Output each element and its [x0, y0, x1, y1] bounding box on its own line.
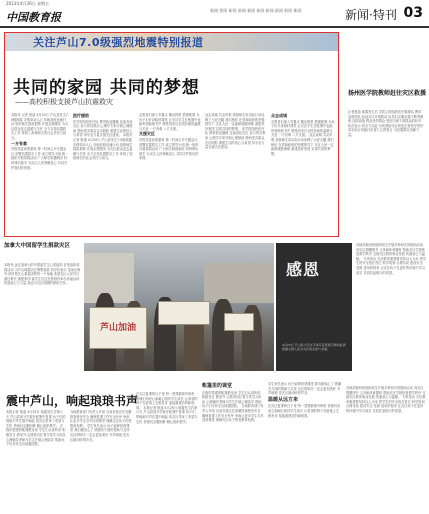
photo-person: [212, 299, 234, 371]
column-text: 专家指出 灾后教育重建要坚持以人为本 把学生的安全放在首位 科学规划 合理布局 建设安全 坚固 适用的校舍 让灾区孩子在更好的环境中学习成长 共同托起明天的希望。: [356, 256, 426, 275]
column-text: 志愿者们深入安置点 搬运物资 搭建帐篷 为孩子们开设临时课堂 让灾区学生在帐篷中也能听到琅琅书声 感受到来自全国各地的温暖与关爱 一方有难 八方支援。: [271, 119, 335, 138]
feature-column: [73, 113, 135, 233]
column-text: 志愿者们深入安置点 搬运物资 搭建帐篷 为孩子们开设临时课堂 让灾区学生在帐篷中也能听到琅琅书声 感受到来自全国各地的温暖与关爱 一方有难 八方支援。: [139, 113, 201, 131]
column-text: 在临时搭建的帐篷教室里 学生们认真听讲 积极发言 教室外 志愿者们忙着分发学习用品 心理辅导老师为学生开展心理疏导 帮助孩子们尽快走出地震阴影。: [6, 423, 66, 447]
column-subhead: 一方有难: [11, 140, 27, 146]
feature-column: [205, 113, 267, 233]
column-text: 众志成城 共克时艰 高校师生用实际行动诠释了大爱无疆 我们相信 在党和政府的坚强领导下 灾区人民一定能够战胜困难 重建美好家园 实现共同的梦想。: [271, 133, 334, 156]
column-text: 学校党委高度重视 第一时间召开专题会议 部署抗震救灾工作 成立领导小组 统一组织开展募捐活动 广大师生积极响应 纷纷伸出援手 为灾区人民奉献爱心 共同守护我们的家园。: [139, 137, 199, 161]
right-column-text: [356, 243, 426, 383]
issue-date: 2013年4月26日 星期五: [6, 1, 50, 6]
bottom-subhead: 温暖从远方来: [268, 396, 299, 403]
photo-sign: 芦山加油: [89, 307, 147, 349]
thanks-title: 感恩: [286, 260, 321, 279]
column-text: 各地高校纷纷组织师生开展多种形式的援助活动 向灾区捐赠图书 文具和体育器材 帮助灾区学校恢复教学秩序 支援灾区教育事业发展 传递爱心与温暖。: [346, 386, 426, 400]
column-subhead: 支援灾区: [139, 131, 155, 137]
section-title: 新闻·特刊: [345, 8, 397, 22]
masthead-blurbs: 新闻 要闻 新闻 新闻 新闻 新闻 新闻 新闻 新闻 新闻: [210, 8, 302, 13]
photo-building: [204, 263, 274, 303]
right-story-title: 扬州医学院教师赶往灾区救援: [348, 90, 427, 97]
column-text: 学生家长表示 孩子能够回到课堂 我们就放心了 感谢各方面的帮助与支持 灾区的明天一定会更加美好 书声琅琅 是灾区最动听的声音。: [70, 423, 130, 442]
right-story-text: 记者报道 地震发生后 学院立即组织医疗救援队 携带急救药品 赶赴灾区开展救治 队员们克服余震不断等困难 连续奋战 救治受伤群众 受到当地干部群众的好评 队员表示 将全力以赴 尽快帮助灾区恢复正常医疗秩序 用实际行动践行医者仁心的誓言 为抗震救灾贡献力量。: [348, 110, 424, 137]
photo-sign: [158, 301, 210, 325]
news-photo: [84, 243, 274, 371]
column-text: 本报记者 报道 4月25日 地震发生后第六天 芦山县部分学校在帐篷中复课 孩子们的琅琅书声在震中响起 给灾区带来了希望与生机 老师们克服困难 精心组织教学。: [6, 410, 66, 428]
page-number: 03: [403, 5, 423, 21]
column-text: 学生家长表示 孩子能够回到课堂 我们就放心了 感谢各方面的帮助与支持 灾区的明天一定会更加美好 书声琅琅 是灾区最动听的声音。: [268, 382, 342, 396]
column-text: 在灾区复课的日子里 每一堂课都格外珍贵 老师们用爱心和耐心陪伴学生成长 让希望的种子在废墟上生根发芽 迎接重建后的新校园。: [136, 392, 198, 410]
feature-headline: 共同的家园 共同的梦想: [13, 78, 200, 98]
column-text: 在灾区复课的日子里 每一堂课都格外珍贵 老师们用爱心和耐心陪伴学生成长 让希望的种子在废墟上生根发芽 迎接重建后的新校园。: [268, 404, 341, 418]
column-subhead: 众志成城: [271, 113, 287, 118]
bottom-column: [202, 382, 264, 510]
column-text: 本报讯 记者 报道 4月20日 芦山县发生7.0级地震 灾情牵动人心 各地高校迅速行动 组织师生捐款捐物 开展志愿服务 为灾区群众送去温暖与关怀 全力支持抗震救灾工作 体现了高校师生的社会责任与担当。: [73, 133, 133, 161]
column-text: 医学院组织医疗队 携带药品器械 连夜奔赴灾区 参与伤员救治 心理学专家开展心理援助 帮助受灾群众走出阴影 重建生活的信心与希望 用专业力量支援灾区建设。: [73, 119, 133, 138]
bottom-column: [70, 410, 132, 510]
photo-sign: [224, 313, 254, 331]
feature-column: [139, 113, 201, 233]
bottom-column: [6, 410, 66, 510]
mid-left-story: [4, 243, 82, 363]
column-text: 当地教育部门负责人介绍 目前各校正在加紧排查校舍安全 确保复课工作安全有序 争取让更多学生尽早回到课堂 保障灾区孩子的受教育权利。: [70, 410, 132, 428]
feature-story: [4, 32, 339, 237]
photo-caption: 4月23日 芦山县小学生手举写有感恩字样的标语 感谢全国人民对灾区的关爱与支援。: [282, 343, 346, 351]
column-text: 当地教育部门负责人介绍 目前各校正在加紧排查校舍安全 确保复课工作安全有序 争取让更多学生尽早回到课堂 保障灾区孩子的受教育权利。: [202, 404, 264, 423]
bottom-column: [136, 392, 198, 510]
feature-column: [271, 113, 335, 233]
bottom-column: [346, 386, 426, 510]
column-text: 专家指出 灾后教育重建要坚持以人为本 把学生的安全放在首位 科学规划 合理布局 建设安全 坚固 适用的校舍 让灾区孩子在更好的环境中学习成长 共同托起明天的希望。: [346, 395, 426, 413]
feature-subhead: ——高校积极支援芦山抗震救灾: [15, 98, 113, 106]
column-text: 学校党委高度重视 第一时间召开专题会议 部署抗震救灾工作 成立领导小组 统一组织开展募捐活动 广大师生积极响应 纷纷伸出援手 为灾区人民奉献爱心 共同守护我们的家园。: [11, 147, 69, 170]
mid-left-text: 本报讯 远在加拿大的中国留学生心系祖国 自发组织募捐活动 为芦山地震灾区筹集善款 同学们表示 虽身在海外 但时刻关心着祖国的每一个角落 希望灾区人民早日渡过难关 重建家园 留学生们还在校园内举办祈福活动 传递爱心与力量 表达对灾区同胞的深切关怀。: [4, 263, 81, 286]
column-text: 本报讯 记者 报道 4月20日 芦山县发生7.0级地震 灾情牵动人心 各地高校迅速行动 组织师生捐款捐物 开展志愿服务 为灾区群众送去温暖与关怀 全力支持抗震救灾工作 体现了高校师生的社会责任与担当。: [11, 113, 69, 140]
right-side-story: [344, 32, 426, 237]
column-subhead: 医疗援助: [73, 113, 89, 118]
column-text: 各地高校纷纷组织师生开展多种形式的援助活动 向灾区捐赠图书 文具和体育器材 帮助灾区学校恢复教学秩序 支援灾区教育事业发展 传递爱心与温暖。: [356, 243, 425, 261]
column-text: 本报记者 报道 4月25日 地震发生后第六天 芦山县部分学校在帐篷中复课 孩子们的琅琅书声在震中响起 给灾区带来了希望与生机 老师们克服困难 精心组织教学。: [136, 405, 198, 424]
mid-left-title: 加拿大中国留学生捐款灾区: [4, 243, 71, 249]
bottom-headline: 震中芦山，响起琅琅书声: [6, 394, 139, 408]
bottom-subhead: 帐篷里的课堂: [202, 383, 233, 389]
special-report-banner: [5, 33, 338, 51]
banner-text: 关注芦山7.0级强烈地震特别报道: [33, 36, 204, 49]
bottom-column: [268, 382, 342, 510]
column-text: 在临时搭建的帐篷教室里 学生们认真听讲 积极发言 教室外 志愿者们忙着分发学习用品 心理辅导老师为学生开展心理疏导 帮助孩子们尽快走出地震阴影。: [202, 390, 262, 409]
feature-column: [11, 113, 69, 233]
column-text: 医学院组织医疗队 携带药品器械 连夜奔赴灾区 参与伤员救治 心理学专家开展心理援助 帮助受灾群众走出阴影 重建生活的信心与希望 用专业力量支援灾区建设。: [205, 126, 266, 150]
column-text: 众志成城 共克时艰 高校师生用实际行动诠释了大爱无疆 我们相信 在党和政府的坚强领导下 灾区人民一定能够战胜困难 重建美好家园 实现共同的梦想。: [205, 113, 265, 131]
thanks-box: [276, 243, 352, 371]
paper-name: 中国教育报: [6, 11, 61, 24]
masthead: [0, 0, 429, 28]
